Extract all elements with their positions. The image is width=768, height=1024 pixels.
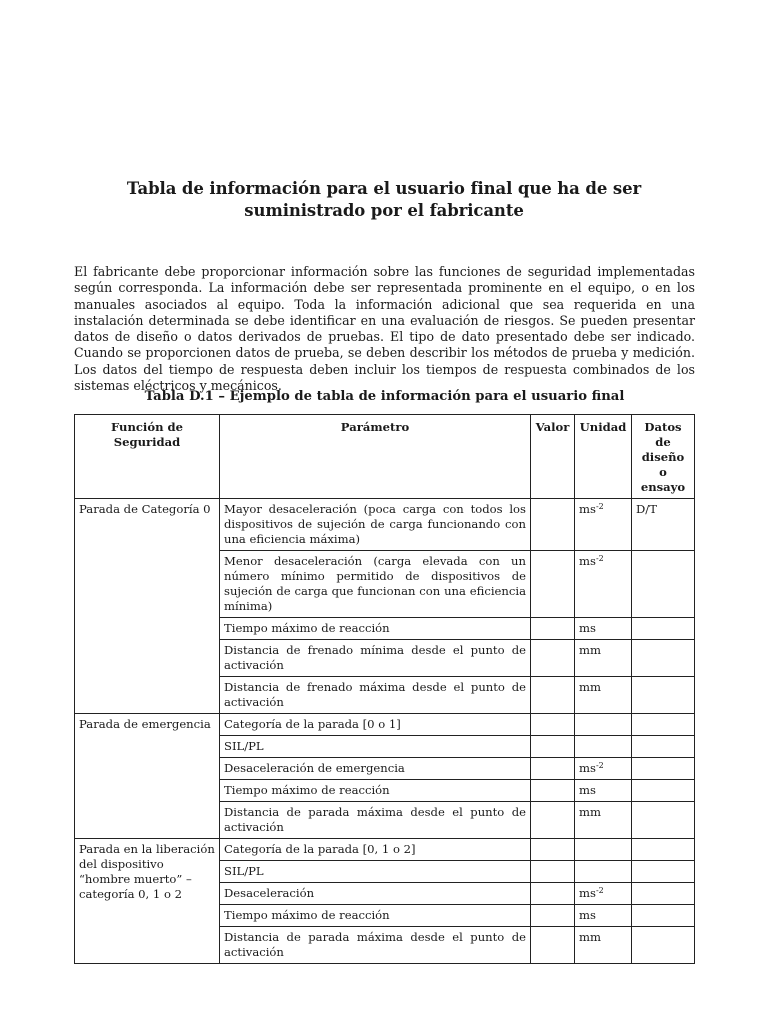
- unit-cell: [575, 736, 632, 758]
- parameter-cell: Distancia de parada máxima desde el punto de activación: [220, 927, 531, 964]
- function-cell: Parada en la liberación del dispositivo “hombre muerto” – categoría 0, 1 o 2: [75, 839, 220, 964]
- header-function: Función de Seguridad: [75, 415, 220, 499]
- data-cell: [632, 861, 695, 883]
- value-cell: [531, 677, 575, 714]
- value-cell: [531, 927, 575, 964]
- unit-cell: [575, 714, 632, 736]
- function-cell: Parada de emergencia: [75, 714, 220, 839]
- parameter-cell: Distancia de parada máxima desde el punto de activación: [220, 802, 531, 839]
- page-title: [100, 178, 668, 222]
- data-cell: [632, 883, 695, 905]
- unit-cell: mm: [575, 927, 632, 964]
- data-cell: [632, 927, 695, 964]
- parameter-cell: SIL/PL: [220, 861, 531, 883]
- data-cell: [632, 839, 695, 861]
- unit-cell: mm: [575, 677, 632, 714]
- header-data: Datos de diseño o ensayo: [632, 415, 695, 499]
- parameter-cell: Desaceleración de emergencia: [220, 758, 531, 780]
- value-cell: [531, 714, 575, 736]
- function-cell: Parada de Categoría 0: [75, 499, 220, 714]
- parameter-cell: Tiempo máximo de reacción: [220, 780, 531, 802]
- parameter-cell: Desaceleración: [220, 883, 531, 905]
- parameter-cell: Mayor desaceleración (poca carga con todos los dispositivos de sujeción de carga funcionando con una eficiencia máxima): [220, 499, 531, 551]
- value-cell: [531, 640, 575, 677]
- table-row: [75, 499, 695, 551]
- parameter-cell: Categoría de la parada [0, 1 o 2]: [220, 839, 531, 861]
- parameter-cell: Menor desaceleración (carga elevada con un número mínimo permitido de dispositivos de sujeción de carga que funcionan con una eficiencia mínima): [220, 551, 531, 618]
- header-value: Valor: [531, 415, 575, 499]
- header-unit: Unidad: [575, 415, 632, 499]
- data-cell: [632, 758, 695, 780]
- value-cell: [531, 883, 575, 905]
- value-cell: [531, 551, 575, 618]
- parameter-cell: Distancia de frenado mínima desde el punto de activación: [220, 640, 531, 677]
- data-cell: [632, 802, 695, 839]
- unit-cell: $ms^{-2}$: [575, 499, 632, 551]
- table-row: [75, 839, 695, 861]
- data-cell: D/T: [632, 499, 695, 551]
- value-cell: [531, 499, 575, 551]
- unit-cell: mm: [575, 640, 632, 677]
- unit-cell: $ms^{-2}$: [575, 758, 632, 780]
- parameter-cell: Distancia de frenado máxima desde el punto de activación: [220, 677, 531, 714]
- title-line-2: suministrado por el fabricante: [244, 201, 524, 220]
- parameter-cell: Categoría de la parada [0 o 1]: [220, 714, 531, 736]
- unit-cell: $ms^{-2}$: [575, 551, 632, 618]
- header-parameter: Parámetro: [220, 415, 531, 499]
- unit-cell: ms: [575, 618, 632, 640]
- data-cell: [632, 640, 695, 677]
- unit-cell: ms: [575, 780, 632, 802]
- value-cell: [531, 802, 575, 839]
- parameter-cell: Tiempo máximo de reacción: [220, 618, 531, 640]
- unit-cell: mm: [575, 802, 632, 839]
- unit-cell: ms: [575, 905, 632, 927]
- table-caption: Tabla D.1 – Ejemplo de tabla de información para el usuario final: [144, 389, 625, 404]
- unit-cell: [575, 861, 632, 883]
- data-cell: [632, 677, 695, 714]
- data-cell: [632, 905, 695, 927]
- data-cell: [632, 618, 695, 640]
- table-header-row: [75, 415, 695, 499]
- value-cell: [531, 736, 575, 758]
- data-cell: [632, 714, 695, 736]
- unit-cell: $ms^{-2}$: [575, 883, 632, 905]
- table-row: [75, 714, 695, 736]
- data-cell: [632, 551, 695, 618]
- unit-cell: [575, 839, 632, 861]
- value-cell: [531, 905, 575, 927]
- end-user-info-table: [74, 414, 695, 964]
- data-cell: [632, 780, 695, 802]
- parameter-cell: SIL/PL: [220, 736, 531, 758]
- value-cell: [531, 861, 575, 883]
- title-line-1: Tabla de información para el usuario final que ha de ser: [126, 179, 642, 198]
- data-cell: [632, 736, 695, 758]
- intro-paragraph: El fabricante debe proporcionar información sobre las funciones de seguridad implementadas según corresponda. La información debe ser representada prominente en el equipo, o en los manuales asociados al equipo. Toda la información adicional que sea requerida en una instalación determinada se debe identificar en una evaluación de riesgos. Se pueden presentar datos de diseño o datos derivados de pruebas. El tipo de dato presentado debe ser indicado. Cuando se proporcionen datos de prueba, se deben describir los métodos de prueba y medición. Los datos del tiempo de respuesta deben incluir los tiempos de respuesta combinados de los sistemas eléctricos y mecánicos.: [74, 264, 695, 394]
- parameter-cell: Tiempo máximo de reacción: [220, 905, 531, 927]
- value-cell: [531, 839, 575, 861]
- value-cell: [531, 780, 575, 802]
- value-cell: [531, 618, 575, 640]
- value-cell: [531, 758, 575, 780]
